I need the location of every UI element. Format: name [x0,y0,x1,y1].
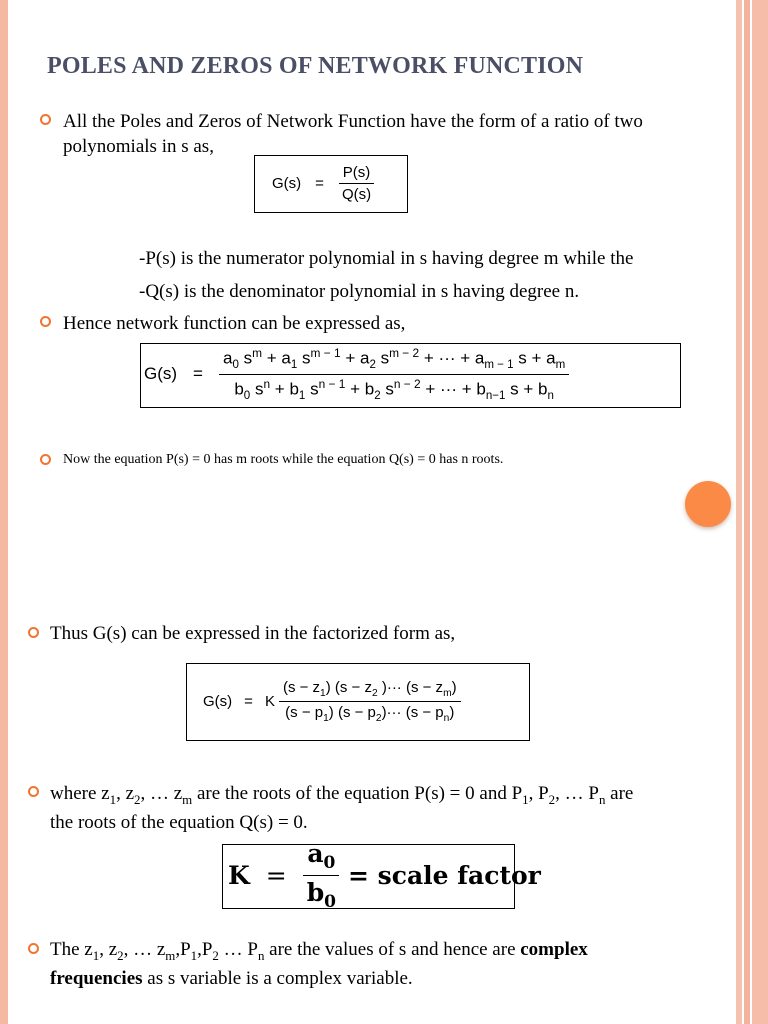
eq-lhs: K [228,860,250,890]
numerator: $(s - z_1)$ ($s - z_2$ )··· $(s - z_m)$ [279,679,461,702]
fraction [338,164,375,203]
bullet-icon [40,454,51,465]
eq-lhs: G(s) [203,692,233,710]
eq-equals: = [265,860,287,890]
denominator: Q(s) [341,185,372,203]
equation-scale-factor [228,838,541,912]
eq-rhs: = scale factor [348,860,541,890]
right-border-strip [752,0,768,1024]
bullet-text: The $z_1$, $z_2$, … $z_m,P_1,P_2$ … $P_n$ are the values of s and hence are complex [50,939,588,963]
eq-equals: = [193,364,203,383]
bullet-icon [28,943,39,954]
eq-lhs: G(s) [272,174,302,192]
numerator: $a_0$ $s^m + a_1$ $s^{m - 1} + a_2$ $s^{m - 2}$ + ··· + $a_{m - 1}$ $s + a_m$ [219,346,569,374]
bullet-text: where $z_1$, $z_2$, … $z_m$ are the roots of the equation P(s) = 0 and $P_1$, $P_2$, … $P_n$ are [50,783,634,807]
eq-gain: K [264,692,275,710]
note-denominator: -Q(s) is the denominator polynomial in s having degree n. [139,281,580,302]
bullet-icon [28,627,39,638]
numerator: P(s) [339,164,375,184]
bullet-text: All the Poles and Zeros of Network Function have the form of a ratio of two [63,111,643,132]
bullet-icon [40,114,51,125]
bullet-text: Now the equation P(s) = 0 has m roots while the equation Q(s) = 0 has n roots. [63,452,504,467]
equation-polynomial-ratio [144,344,569,404]
fraction [303,839,340,912]
note-numerator: -P(s) is the numerator polynomial in s having degree m while the [139,248,634,269]
bullet-text: polynomials in s as, [63,136,214,157]
bullet-text: Hence network function can be expressed as, [63,313,406,334]
slide-accent-circle [685,481,731,527]
bullet-text: frequencies as s variable is a complex variable. [50,968,413,989]
denominator: $b_0$ [306,877,337,912]
denominator: $b_0$ $s^n + b_1$ $s^{n - 1} + b_2$ $s^{n - 2}$ + ··· + $b_{n-1}$ $s + b_n$ [234,376,554,402]
eq-lhs: G(s) [144,364,178,383]
bullet-icon [28,786,39,797]
right-border-strip [736,0,742,1024]
eq-equals: = [244,692,253,710]
page-title: POLES AND ZEROS OF NETWORK FUNCTION [47,53,584,79]
numerator: $a_0$ [303,839,339,876]
right-border-strip [744,0,750,1024]
eq-equals: = [315,174,324,192]
equation-factorized [203,670,461,732]
left-border-strip [0,0,8,1024]
bullet-icon [40,316,51,327]
fraction [219,346,569,401]
bullet-text: the roots of the equation Q(s) = 0. [50,812,308,833]
fraction [279,679,461,724]
equation-g-ratio [272,158,375,208]
denominator: $(s - p_1)$ $(s - p_2)\cdot\cdot\cdot (s - p_n)$ [285,703,455,724]
bullet-text: Thus G(s) can be expressed in the factorized form as, [50,623,456,644]
